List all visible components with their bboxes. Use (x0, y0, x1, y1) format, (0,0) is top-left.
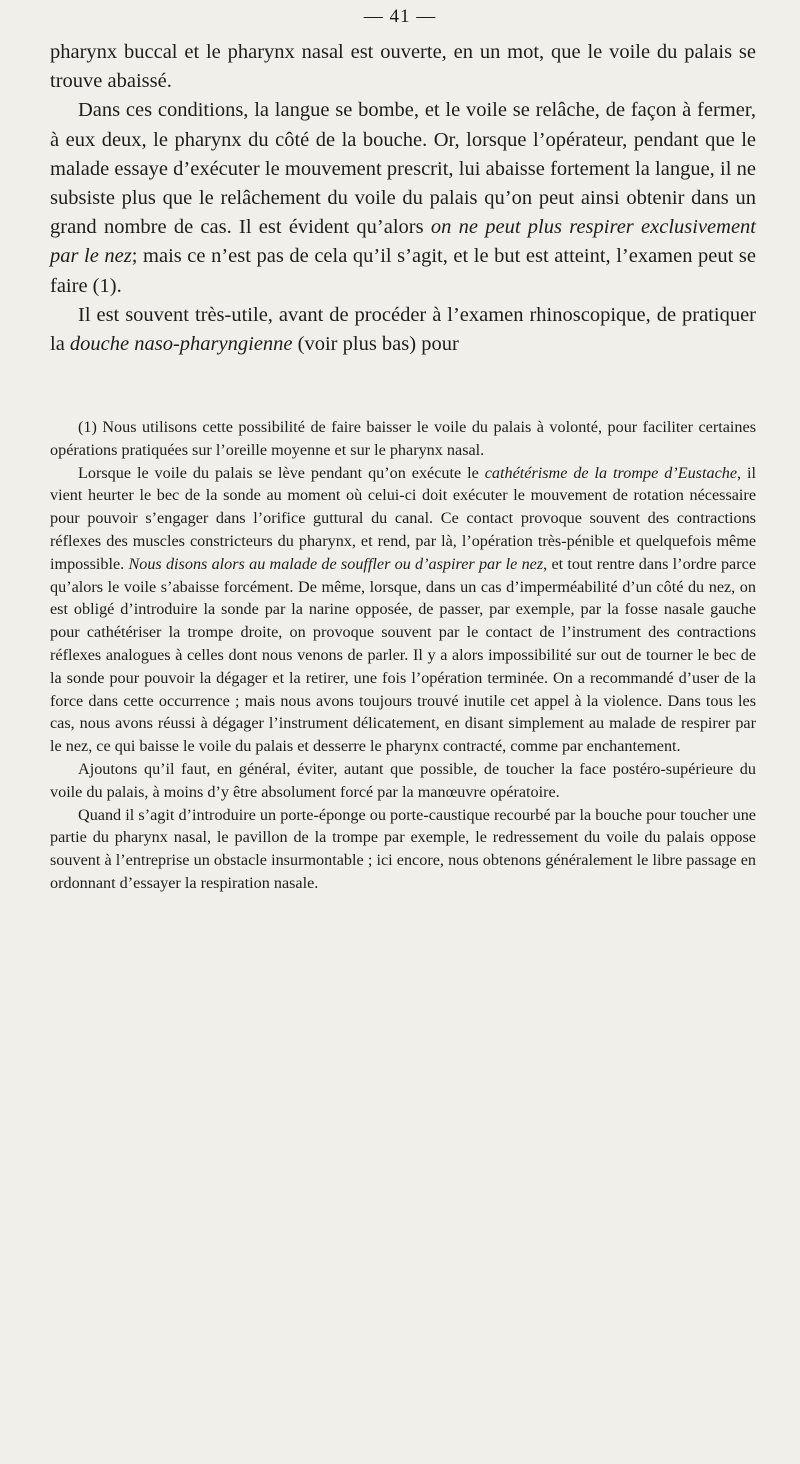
footnote-3 (50, 758, 756, 804)
footnote-2-text-a: Lorsque le voile du palais se lève pendant qu’on exécute le (78, 463, 485, 482)
footnote-2-text-c: , et tout rentre dans l’ordre parce qu’alors le voile s’abaisse forcément. De même, lorsque, dans un cas d’imperméabilité d’un côté du nez, on est obligé d’introduire la sonde par la narine opposée, de passer, par exemple, par la fosse nasale gauche pour cathétériser la trompe droite, on provoque souvent par le contact de l’instrument des contractions réflexes analogues à celles dont nous venons de parler. Il y a alors impossibilité sur out de tourner le bec de la sonde pour pouvoir la dégager et la retirer, une fois l’opération terminée. On a recommandé d’user de la force dans cette occurrence ; mais nous avons toujours trouvé inutile cet appel à la violence. Dans tous les cas, nous avons réussi à dégager l’instrument délicatement, en disant simplement au malade de respirer par le nez, ce qui baisse le voile du palais et desserre le pharynx contracté, comme par enchantement. (50, 554, 756, 756)
paragraph-1 (50, 38, 756, 96)
footnote-1 (50, 416, 756, 462)
paragraph-2 (50, 96, 756, 300)
footnotes (50, 416, 756, 895)
paragraph-2-emphasis: on ne peut plus respirer exclusivement par le nez (50, 216, 757, 268)
paragraph-3-text-b: (voir plus bas) pour (292, 333, 459, 356)
paragraph-3-emphasis: douche naso-pharyngienne (69, 333, 293, 356)
page-number: — 41 — (363, 6, 437, 27)
footnote-2-emphasis-2: Nous disons alors au malade de souffler ou d’aspirer par le nez (128, 554, 544, 573)
footnote-2-text-b: , il vient heurter le bec de la sonde au moment où celui-ci doit exécuter le mouvement de rotation nécessaire pour pouvoir s’engager dans l’orifice guttural du canal. Ce contact provoque souvent des contractions réflexes des muscles constricteurs du pharynx, et rend, par là, l’opération très-pénible et quelquefois même impossible. (50, 463, 756, 573)
footnote-2 (50, 462, 756, 758)
main-text (50, 38, 756, 359)
paragraph-3 (50, 301, 756, 359)
footnote-4 (50, 804, 756, 895)
paragraph-2-text-a: Dans ces conditions, la langue se bombe, et le voile se relâche, de façon à fermer, à eux deux, le pharynx du côté de la bouche. Or, lorsque l’opérateur, pendant que le malade essaye d’exécuter le mouvement prescrit, lui abaisse fortement la langue, il ne subsiste plus que le relâchement du voile du palais qu’on peut ainsi obtenir dans un grand nombre de cas. Il est évident qu’alors (50, 99, 756, 239)
paragraph-2-text-b: ; mais ce n’est pas de cela qu’il s’agit, et le but est atteint, l’examen peut se faire (1). (50, 245, 756, 297)
paragraph-1-text: pharynx buccal et le pharynx nasal est ouverte, en un mot, que le voile du palais se trouve abaissé. (50, 41, 756, 93)
footnote-4-text: Quand il s’agit d’introduire un porte-éponge ou porte-caustique recourbé par la bouche pour toucher une partie du pharynx nasal, le pavillon de la trompe par exemple, le redressement du voile du palais oppose souvent à l’entreprise un obstacle insurmontable ; ici encore, nous obtenons généralement le libre passage en ordonnant d’essayer la respiration nasale. (50, 805, 756, 892)
footnote-3-text: Ajoutons qu’il faut, en général, éviter, autant que possible, de toucher la face postéro-supérieure du voile du palais, à moins d’y être absolument forcé par la manœuvre opératoire. (50, 759, 756, 801)
footnote-1-text: (1) Nous utilisons cette possibilité de faire baisser le voile du palais à volonté, pour faciliter certaines opérations pratiquées sur l’oreille moyenne et sur le pharynx nasal. (50, 418, 756, 459)
footnote-2-emphasis-1: cathétérisme de la trompe d’Eustache (484, 463, 738, 482)
paragraph-3-text-a: Il est souvent très-utile, avant de procéder à l’examen rhinoscopique, de pratiquer la (50, 303, 756, 356)
